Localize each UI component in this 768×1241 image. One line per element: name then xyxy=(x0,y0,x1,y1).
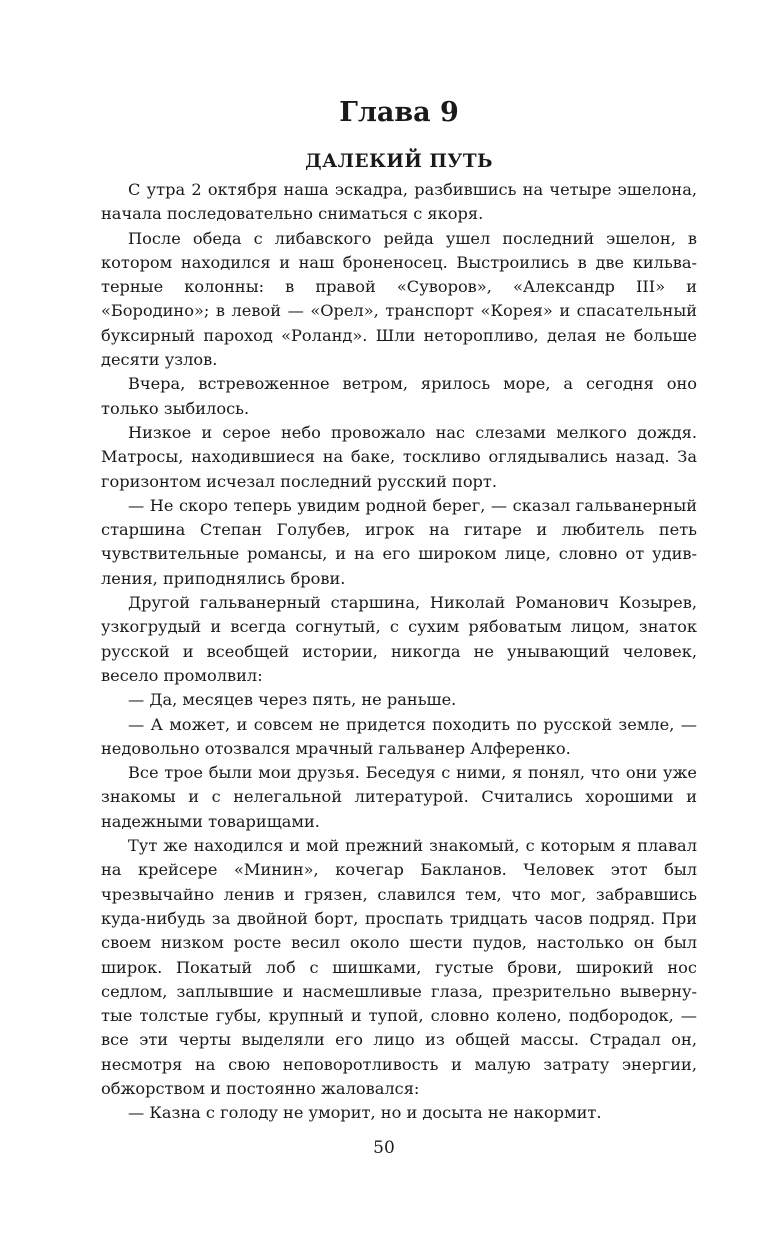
paragraph: С утра 2 октября наша эскадра, разбившись на четыре эшелона, начала последовательно сниматься с якоря. xyxy=(101,180,697,224)
paragraph: — Не скоро теперь увидим родной берег, — сказал гальванерный старшина Степан Голубев, игрок на гитаре и любитель петь чувствительные романсы, и на его широком лице, словно от удивления, приподнялись брови. xyxy=(101,495,697,588)
book-page xyxy=(101,96,697,1126)
paragraph: Все трое были мои друзья. Беседуя с ними, я понял, что они уже знакомы и с нелегальной литературой. Считались хорошими и надежными товарищами. xyxy=(101,763,697,831)
paragraph: — А может, и совсем не придется походить по русской земле, — недовольно отозвался мрачный гальванер Алференко. xyxy=(101,714,697,758)
chapter-body xyxy=(101,178,697,1126)
paragraph: После обеда с либавского рейда ушел последний эшелон, в котором находился и наш броненосец. Выстроились в две кильватерные колонны: в правой «Суворов», «Александр III» и «Бородино»; в левой — «Орел», транспорт «Корея» и спасательный буксирный пароход «Роланд». Шли неторопливо, делая не больше десяти узлов. xyxy=(101,228,697,370)
page-number: 50 xyxy=(373,1138,395,1158)
paragraph: Тут же находился и мой прежний знакомый, с которым я плавал на крейсере «Минин», кочегар Бакланов. Человек этот был чрезвычайно ленив и грязен, славился тем, что мог, забравшись куда-нибудь за двойной борт, проспать тридцать часов подряд. При своем низком росте весил около шести пудов, настолько он был широк. Покатый лоб с шишками, густые брови, широкий нос седлом, заплывшие и насмешливые глаза, презрительно вывернутые толстые губы, крупный и тупой, словно колено, подбородок, — все эти черты выделяли его лицо из общей массы. Страдал он, несмотря на свою неповоротливость и малую затрату энергии, обжорством и постоянно жаловался: xyxy=(101,836,697,1098)
paragraph: — Казна с голоду не уморит, но и досыта не накормит. xyxy=(128,1103,602,1123)
paragraph: Другой гальванерный старшина, Николай Романович Козырев, узкогрудый и всегда согнутый, с сухим рябоватым лицом, знаток русской и всеобщей истории, никогда не унывающий человек, весело промолвил: xyxy=(101,593,697,685)
chapter-title: Глава 9 xyxy=(339,97,459,128)
paragraph: Вчера, встревоженное ветром, ярилось море, а сегодня оно только зыбилось. xyxy=(101,374,697,418)
paragraph: — Да, месяцев через пять, не раньше. xyxy=(128,690,457,710)
chapter-subtitle: ДАЛЕКИЙ ПУТЬ xyxy=(305,151,493,172)
paragraph: Низкое и серое небо провожало нас слезами мелкого дождя. Матросы, находившиеся на баке, тоскливо оглядывались назад. За горизонтом исчезал последний русский порт. xyxy=(101,422,697,491)
